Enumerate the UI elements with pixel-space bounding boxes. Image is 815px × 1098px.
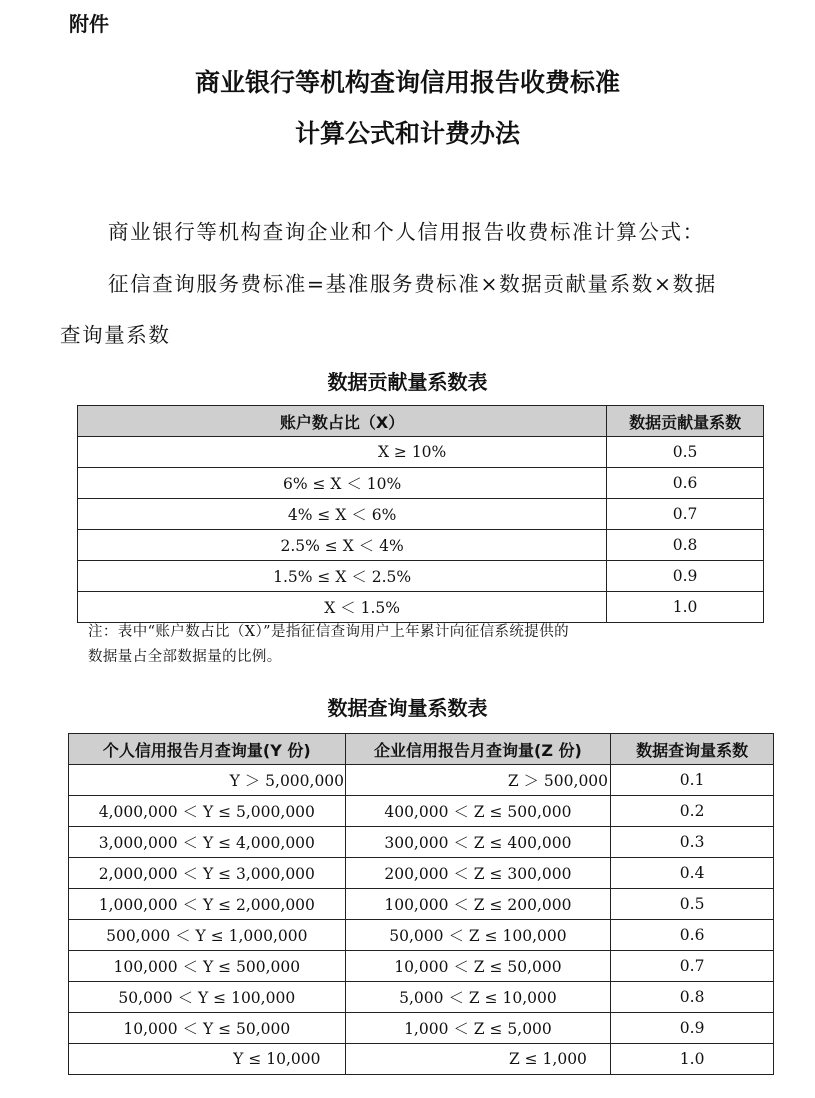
query-coef-cell [611, 827, 774, 858]
query-coef-cell [611, 1044, 774, 1075]
enterprise-query-range-cell [345, 951, 611, 982]
table-row [69, 889, 774, 920]
personal-query-range-cell [69, 858, 346, 889]
table-row [78, 530, 764, 561]
enterprise-query-range-cell [345, 920, 611, 951]
personal-query-range-cell-text: 2,000,000 ＜ Y ≤ 3,000,000 [98, 865, 315, 883]
account-ratio-cell [78, 468, 607, 499]
document-title-line1: 商业银行等机构查询信用报告收费标准 [194, 68, 620, 97]
query-volume-coefficient-table [68, 733, 774, 1075]
table2-caption: 数据查询量系数表 [327, 696, 488, 720]
account-ratio-cell [78, 561, 607, 592]
query-coef-cell [611, 765, 774, 796]
enterprise-query-range-cell [345, 982, 611, 1013]
contribution-coef-cell [607, 592, 764, 623]
account-ratio-cell-text: X ≥ 10% [377, 443, 447, 461]
personal-query-range-cell [69, 889, 346, 920]
table-row [69, 827, 774, 858]
attachment-label: 附件 [69, 12, 109, 36]
query-coef-cell [611, 796, 774, 827]
personal-query-range-cell-text: 1,000,000 ＜ Y ≤ 2,000,000 [98, 896, 315, 914]
account-ratio-cell-text: 4% ≤ X ＜ 6% [287, 506, 397, 524]
personal-query-range-cell [69, 765, 346, 796]
enterprise-query-range-cell-text: 300,000 ＜ Z ≤ 400,000 [384, 834, 572, 852]
table-row [69, 858, 774, 889]
query-coef-cell-text: 0.1 [679, 771, 705, 789]
contribution-coef-cell-text: 0.9 [672, 567, 698, 585]
query-coef-cell-text: 0.9 [679, 1019, 705, 1037]
enterprise-query-range-cell [345, 1044, 611, 1075]
query-coef-cell-text: 0.3 [679, 833, 705, 851]
query-coef-cell [611, 920, 774, 951]
query-coef-cell-text: 0.5 [679, 895, 705, 913]
table-header-cell: 数据查询量系数 [611, 734, 774, 765]
account-ratio-cell-text: X ＜ 1.5% [324, 599, 400, 617]
table-row [69, 920, 774, 951]
personal-query-range-cell [69, 827, 346, 858]
contribution-coef-cell-text: 0.6 [672, 474, 698, 492]
table1-caption: 数据贡献量系数表 [327, 370, 488, 394]
note-line1: 注：表中“账户数占比（X）”是指征信查询用户上年累计向征信系统提供的 [88, 624, 569, 640]
table-header-cell: 企业信用报告月查询量(Z 份) [345, 734, 611, 765]
account-ratio-cell-text: 2.5% ≤ X ＜ 4% [280, 537, 404, 555]
account-ratio-cell [78, 530, 607, 561]
enterprise-query-range-cell-text: 10,000 ＜ Z ≤ 50,000 [394, 958, 562, 976]
table-row [69, 765, 774, 796]
contribution-coef-cell [607, 530, 764, 561]
personal-query-range-cell [69, 951, 346, 982]
table-row [78, 468, 764, 499]
intro-paragraph-line1: 商业银行等机构查询企业和个人信用报告收费标准计算公式： [108, 220, 705, 244]
document-title-line2: 计算公式和计费办法 [294, 119, 520, 148]
formula-line: 征信查询服务费标准=基准服务费标准×数据贡献量系数×数据 [108, 272, 717, 296]
query-coef-cell-text: 0.2 [679, 802, 705, 820]
personal-query-range-cell [69, 1013, 346, 1044]
personal-query-range-cell [69, 982, 346, 1013]
table-row [69, 796, 774, 827]
enterprise-query-range-cell [345, 1013, 611, 1044]
table-row [69, 951, 774, 982]
enterprise-query-range-cell-text: Z ≤ 1,000 [508, 1050, 587, 1068]
query-coef-cell-text: 1.0 [679, 1050, 705, 1068]
table1-note [88, 620, 768, 670]
table-header-row [78, 406, 764, 437]
enterprise-query-range-cell-text: 400,000 ＜ Z ≤ 500,000 [384, 803, 572, 821]
enterprise-query-range-cell [345, 827, 611, 858]
enterprise-query-range-cell-text: Z ＞ 500,000 [507, 772, 609, 790]
personal-query-range-cell-text: Y ≤ 10,000 [233, 1050, 321, 1068]
account-ratio-cell [78, 437, 607, 468]
formula-line-continued: 查询量系数 [60, 323, 171, 347]
enterprise-query-range-cell-text: 1,000 ＜ Z ≤ 5,000 [404, 1020, 552, 1038]
table-header-cell: 账户数占比（X） [78, 406, 607, 437]
query-coef-cell [611, 1013, 774, 1044]
query-coef-cell-text: 0.8 [679, 988, 705, 1006]
personal-query-range-cell-text: 4,000,000 ＜ Y ≤ 5,000,000 [98, 803, 315, 821]
table-row [78, 592, 764, 623]
note-line2: 数据量占全部数据量的比例。 [88, 649, 282, 665]
personal-query-range-cell-text: 100,000 ＜ Y ≤ 500,000 [113, 958, 301, 976]
contribution-coefficient-table [77, 405, 764, 623]
personal-query-range-cell-text: 500,000 ＜ Y ≤ 1,000,000 [106, 927, 308, 945]
contribution-coef-cell-text: 0.8 [672, 536, 698, 554]
table-header-row [69, 734, 774, 765]
contribution-coef-cell-text: 1.0 [672, 598, 698, 616]
query-coef-cell [611, 889, 774, 920]
query-coef-cell-text: 0.4 [679, 864, 705, 882]
table-row [69, 982, 774, 1013]
account-ratio-cell-text: 1.5% ≤ X ＜ 2.5% [273, 568, 412, 586]
enterprise-query-range-cell-text: 50,000 ＜ Z ≤ 100,000 [389, 927, 567, 945]
enterprise-query-range-cell-text: 200,000 ＜ Z ≤ 300,000 [384, 865, 572, 883]
personal-query-range-cell-text: 3,000,000 ＜ Y ≤ 4,000,000 [98, 834, 315, 852]
table-row [69, 1013, 774, 1044]
personal-query-range-cell [69, 920, 346, 951]
enterprise-query-range-cell [345, 796, 611, 827]
personal-query-range-cell [69, 796, 346, 827]
table-header-cell: 个人信用报告月查询量(Y 份) [69, 734, 346, 765]
contribution-coef-cell [607, 499, 764, 530]
account-ratio-cell-text: 6% ≤ X ＜ 10% [282, 475, 402, 493]
enterprise-query-range-cell [345, 765, 611, 796]
query-coef-cell-text: 0.7 [679, 957, 705, 975]
query-coef-cell [611, 951, 774, 982]
personal-query-range-cell [69, 1044, 346, 1075]
table-row [78, 561, 764, 592]
contribution-coef-cell-text: 0.7 [672, 505, 698, 523]
table-row [78, 499, 764, 530]
personal-query-range-cell-text: 50,000 ＜ Y ≤ 100,000 [118, 989, 296, 1007]
contribution-coef-cell [607, 468, 764, 499]
query-coef-cell-text: 0.6 [679, 926, 705, 944]
personal-query-range-cell-text: 10,000 ＜ Y ≤ 50,000 [123, 1020, 291, 1038]
personal-query-range-cell-text: Y ＞ 5,000,000 [229, 772, 345, 790]
table-row [69, 1044, 774, 1075]
contribution-coef-cell-text: 0.5 [672, 443, 698, 461]
enterprise-query-range-cell-text: 5,000 ＜ Z ≤ 10,000 [399, 989, 557, 1007]
query-coef-cell [611, 858, 774, 889]
enterprise-query-range-cell [345, 889, 611, 920]
query-coef-cell [611, 982, 774, 1013]
enterprise-query-range-cell [345, 858, 611, 889]
account-ratio-cell [78, 499, 607, 530]
account-ratio-cell [78, 592, 607, 623]
enterprise-query-range-cell-text: 100,000 ＜ Z ≤ 200,000 [384, 896, 572, 914]
table-header-cell: 数据贡献量系数 [607, 406, 764, 437]
contribution-coef-cell [607, 437, 764, 468]
table-row [78, 437, 764, 468]
contribution-coef-cell [607, 561, 764, 592]
